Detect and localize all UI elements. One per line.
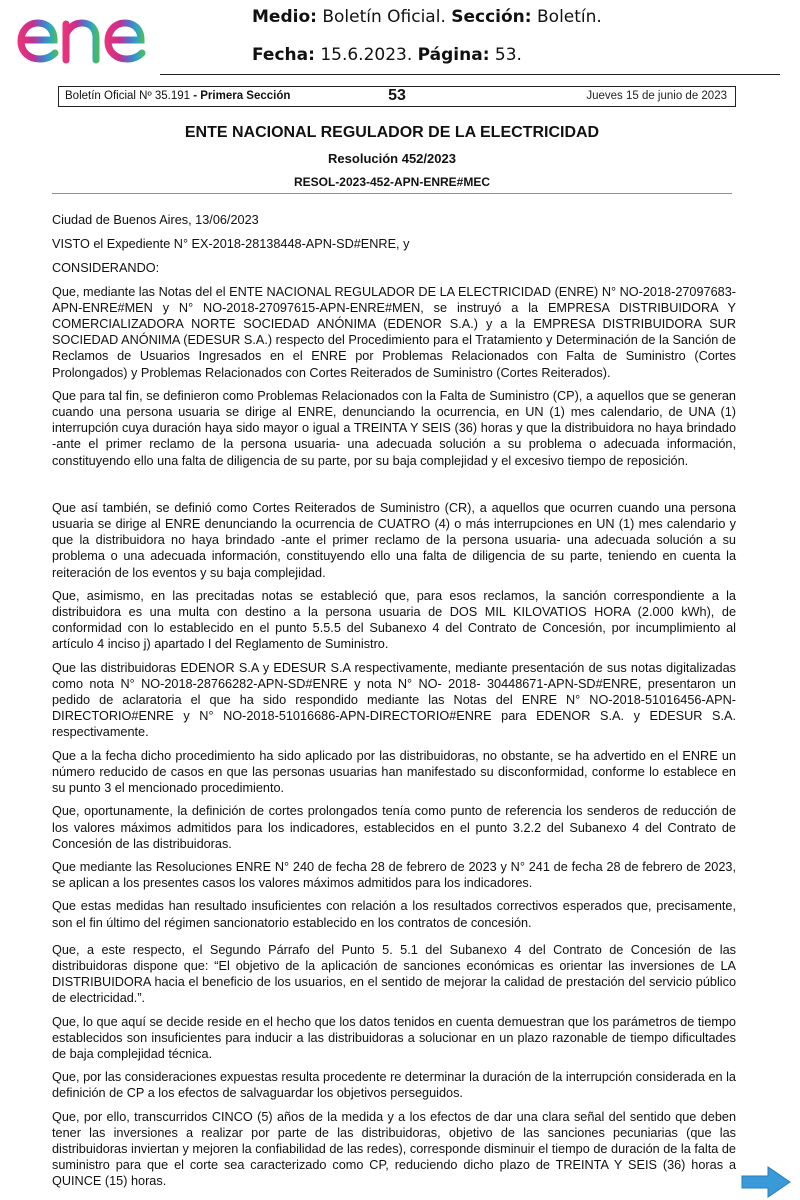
boletin-header (58, 86, 736, 107)
resolution-code: RESOL-2023-452-APN-ENRE#MEC (293, 175, 491, 189)
paragraph: Que, por ello, transcurridos CINCO (5) años de la medida y a los efectos de dar una clara señal del sentido que deben tener las inversiones a realizar por parte de las distribuidoras, objetivo de las sanciones pecuniarias (que las distribuidoras inviertan y mejoren la confiabilidad de las redes), corresponde disminuir el tiempo de duración de la falta de suministro para que el corte sea caracterizado como CP, reduciendo dicho plazo de TREINTA Y SEIS (36) horas a QUINCE (15) horas. (52, 1109, 736, 1189)
resolution-title: Resolución 452/2023 (328, 151, 456, 166)
seccion-label: Sección: (451, 7, 532, 27)
page-number: 53 (388, 87, 406, 104)
medio-value: Boletín Oficial. (322, 7, 446, 27)
fecha-label: Fecha: (252, 45, 315, 65)
paragraph: Que, mediante las Notas del el ENTE NACIONAL REGULADOR DE LA ELECTRICIDAD (ENRE) N° NO-2018-27097683-APN-ENRE#MEN y N° NO-2018-27097615-APN-ENRE#MEN, se instruyó a la EMPRESA DISTRIBUIDORA Y COMERCIALIZADORA NORTE SOCIEDAD ANÓNIMA (EDENOR S.A.) y a la EMPRESA DISTRIBUIDORA SUR SOCIEDAD ANÓNIMA (EDESUR S.A.) respecto del Procedimiento para el Tratamiento y Determinación de la Sanción de Reclamos de Usuarios Ingresados en el ENRE por Problemas Relacionados con Falta de Suministro (Cortes Prolongados) y Problemas Relacionados con Cortes Reiterados de Suministro (Cortes Reiterados). (52, 284, 736, 380)
paragraph: Que, oportunamente, la definición de cortes prolongados tenía como punto de referencia los senderos de reducción de los valores máximos admitidos para los indicadores, establecidos en el punto 3.2.2 del Subanexo 4 del Contrato de Concesión de las distribuidoras. (52, 804, 736, 851)
paragraph: Que así también, se definió como Cortes Reiterados de Suministro (CR), a aquellos que ocurren cuando una persona usuaria se dirige al ENRE denunciando la ocurrencia de CUATRO (4) o más interrupciones en UN (1) mes calendario y que la distribuidora no haya brindado -ante el primer reclamo de la persona usuaria- una adecuada solución a su problema o una adecuada información, constituyendo ello una falta de diligencia de su parte, teniendo en cuenta la reiteración de los eventos y su baja complejidad. (52, 500, 736, 580)
boletin-date: Jueves 15 de junio de 2023 (586, 90, 727, 102)
considerando-label: CONSIDERANDO: (52, 261, 160, 276)
title-divider (52, 193, 732, 194)
enel-logo-icon (14, 4, 186, 68)
entity-title: ENTE NACIONAL REGULADOR DE LA ELECTRICIDAD (184, 124, 600, 141)
arrow-right-icon[interactable] (740, 1165, 792, 1199)
boletin-number-text: Boletín Oficial Nº 35.191 (65, 90, 191, 102)
paragraph: Que a la fecha dicho procedimiento ha sido aplicado por las distribuidoras, no obstante, se ha advertido en el ENRE un número reducido de casos en que las personas usuarias han manifestado su disconformidad, conforme lo establece en su punto 3 el mencionado procedimiento. (52, 748, 736, 796)
header-divider (160, 74, 780, 75)
pagina-value: 53. (494, 45, 522, 65)
fecha-value: 15.6.2023. (320, 45, 413, 65)
visto-line: VISTO el Expediente N° EX-2018-28138448-APN-SD#ENRE, y (52, 237, 410, 252)
document-body (52, 212, 736, 1190)
paragraph: Que, asimismo, en las precitadas notas se estableció que, para esos reclamos, la sanción correspondiente a la distribuidora es una multa con destino a la persona usuaria de DOS MIL KILOVATIOS HORA (2.000 kWh), de conformidad con lo establecido en el punto 5.5.5 del Subanexo 4 del Contrato de Concesión, por incumplimiento al artículo 4 inciso j) apartado I del Reglamento de Suministro. (52, 588, 736, 652)
paragraph: Que, por las consideraciones expuestas resulta procedente re determinar la duración de la interrupción considerada en la definición de CP a los efectos de salvaguardar los objetivos perseguidos. (52, 1070, 736, 1101)
paragraph: Que para tal fin, se definieron como Problemas Relacionados con la Falta de Suministro (CP), a aquellos que se generan cuando una persona usuaria se dirige al ENRE, denunciando la ocurrencia, en UN (1) mes calendario, de UNA (1) interrupción cuya duración haya sido mayor o igual a TREINTA Y SEIS (36) horas y que la distribuidora no haya brindado -ante el primer reclamo de la persona usuaria- una adecuada solución a su problema o adecuada información, constituyendo ello una falta de diligencia de su parte, por su baja complejidad y el excesivo tiempo de reposición. (52, 388, 736, 468)
paragraph: Que, lo que aquí se decide reside en el hecho que los datos tenidos en cuenta demuestran que los parámetros de tiempo establecidos son insuficientes para inducir a las distribuidoras a solucionar en un plazo razonable de tiempo dificultades de baja complejidad técnica. (52, 1014, 736, 1061)
boletin-section: - Primera Sección (193, 90, 291, 102)
pagina-label: Página: (417, 45, 490, 65)
clipping-meta-line2 (252, 45, 522, 65)
medio-label: Medio: (252, 7, 317, 27)
paragraph: Que estas medidas han resultado insuficientes con relación a los resultados correctivos esperados que, precisamente, son el fin último del régimen sancionatorio establecido en los contratos de concesión. (52, 899, 736, 930)
seccion-value: Boletín. (537, 7, 602, 27)
clipping-meta-line1 (252, 7, 602, 27)
place-date: Ciudad de Buenos Aires, 13/06/2023 (52, 213, 259, 227)
paragraph: Que mediante las Resoluciones ENRE N° 240 de fecha 28 de febrero de 2023 y N° 241 de fecha 28 de febrero de 2023, se aplican a los presentes casos los valores máximos admitidos para los indicadores. (52, 859, 736, 891)
paragraph: Que, a este respecto, el Segundo Párrafo del Punto 5. 5.1 del Subanexo 4 del Contrato de Concesión de las distribuidoras dispone que: “El objetivo de la aplicación de sanciones económicas es orientar las inversiones de LA DISTRIBUIDORA hacia el beneficio de los usuarios, en el sentido de mejorar la calidad de prestación del servicio público de electricidad.”. (52, 942, 736, 1006)
paragraph: Que las distribuidoras EDENOR S.A y EDESUR S.A respectivamente, mediante presentación de sus notas digitalizadas como nota N° NO-2018-28766282-APN-SD#ENRE y nota N° NO- 2018- 30448671-APN-SD#ENRE, presentaron un pedido de aclaratoria el que ha sido respondido mediante las Notas del ENRE N° NO-2018-51016456-APN-DIRECTORIO#ENRE y N° NO-2018-51016686-APN-DIRECTORIO#ENRE para EDENOR S.A. y EDESUR S.A. respectivamente. (52, 660, 736, 740)
